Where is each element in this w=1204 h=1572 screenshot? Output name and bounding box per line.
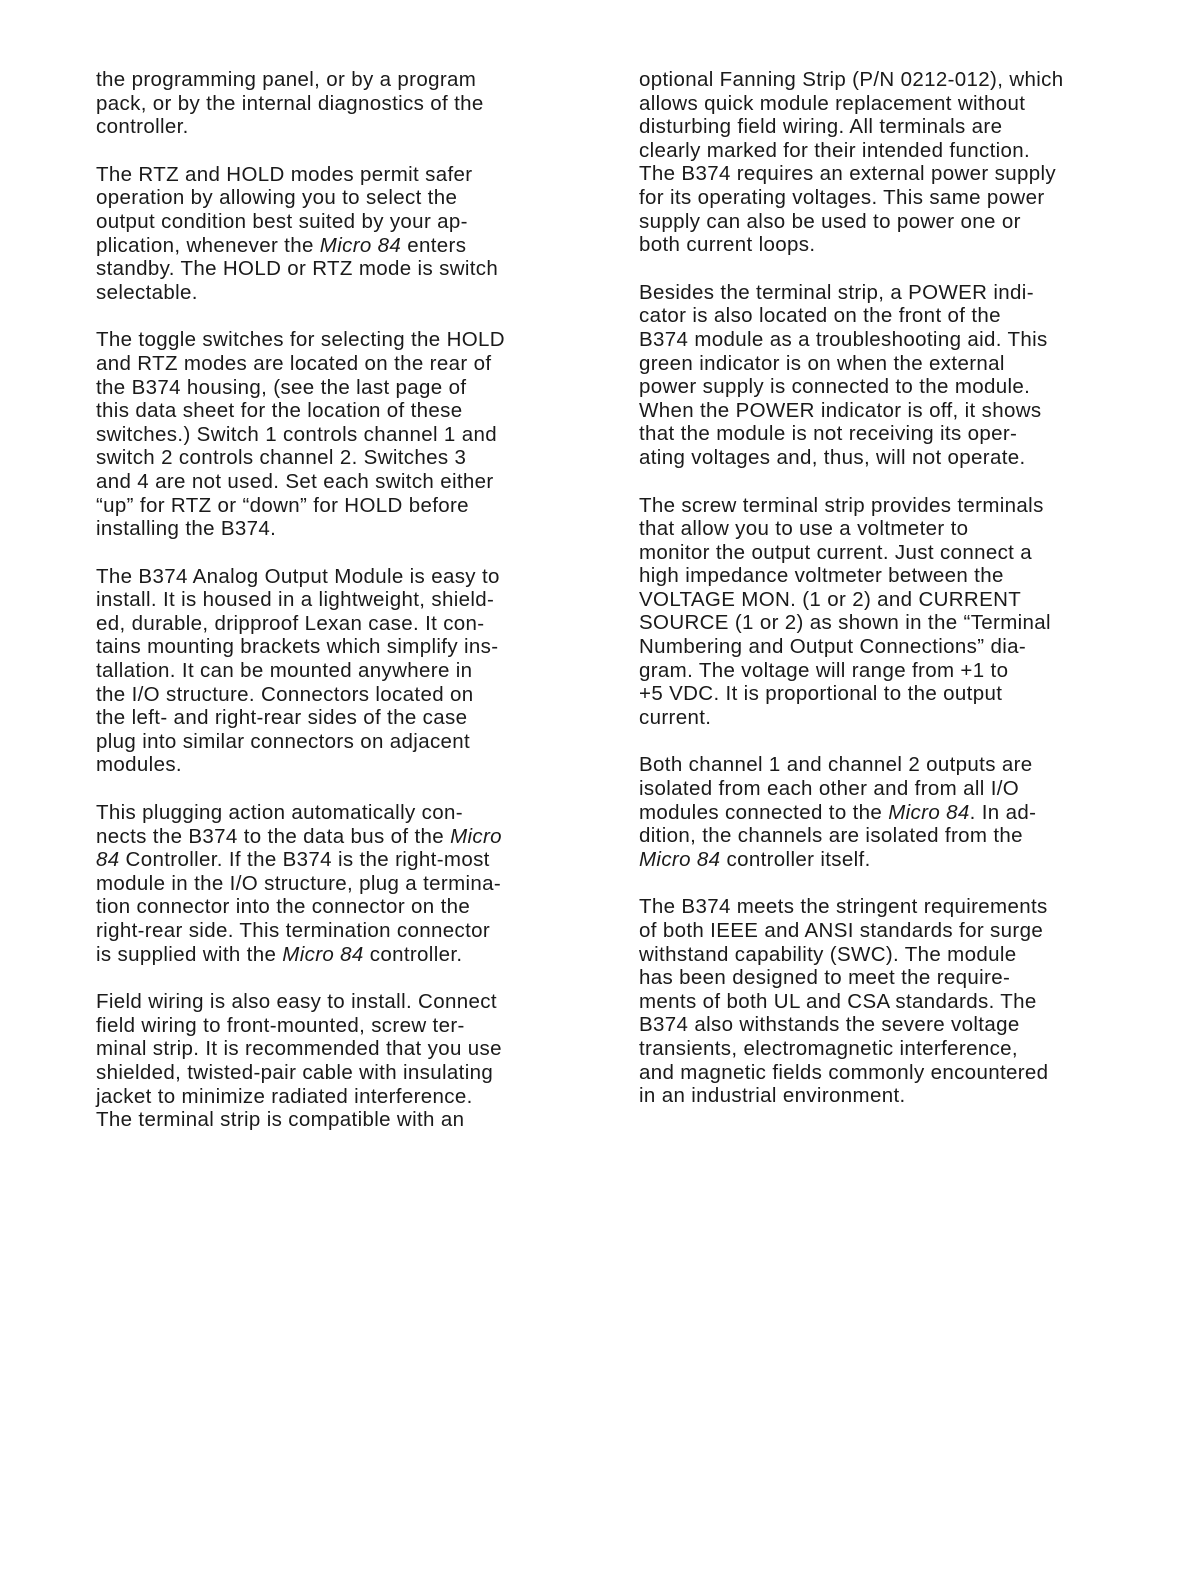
text-line (639, 422, 1129, 446)
text-line (96, 753, 586, 777)
text-run: When the POWER indicator is off, it shows (639, 398, 1042, 422)
text-line (96, 423, 586, 447)
text-run: that the module is not receiving its oper- (639, 422, 1018, 446)
text-run: module in the I/O structure, plug a termina- (96, 871, 502, 895)
text-line (639, 162, 1129, 186)
text-line (639, 801, 1129, 825)
text-line (96, 730, 586, 754)
text-run: The terminal strip is compatible with an (96, 1108, 465, 1132)
italic-product-name: 84 (96, 848, 120, 872)
text-run: shielded, twisted-pair cable with insulating (96, 1060, 494, 1084)
text-line (639, 682, 1129, 706)
italic-product-name: Micro 84 (888, 800, 970, 824)
text-run: tion connector into the connector on the (96, 895, 471, 919)
text-run: The screw terminal strip provides terminals (639, 493, 1044, 517)
text-run: enters (401, 233, 467, 257)
text-run: Besides the terminal strip, a POWER indi- (639, 280, 1034, 304)
text-run: the I/O structure. Connectors located on (96, 682, 474, 706)
text-run: tains mounting brackets which simplify ins- (96, 635, 499, 659)
text-line (96, 801, 586, 825)
text-run: cator is also located on the front of the (639, 304, 1001, 328)
text-line (639, 564, 1129, 588)
text-line (639, 966, 1129, 990)
text-line (96, 1037, 586, 1061)
text-run: Numbering and Output Connections” dia- (639, 635, 1027, 659)
paragraph (96, 68, 586, 139)
text-run: right-rear side. This termination connector (96, 919, 491, 942)
text-line (639, 990, 1129, 1014)
text-run: the programming panel, or by a program (96, 68, 477, 91)
text-run: disturbing field wiring. All terminals are (639, 115, 1003, 139)
text-line (96, 872, 586, 896)
text-run: installing the B374. (96, 517, 277, 541)
text-line (639, 446, 1129, 470)
text-line (639, 186, 1129, 210)
text-line (639, 943, 1129, 967)
text-line (96, 1014, 586, 1038)
italic-product-name: Micro (450, 824, 502, 848)
text-line (639, 1061, 1129, 1085)
text-run: VOLTAGE MON. (1 or 2) and CURRENT (639, 587, 1022, 611)
text-run: modules. (96, 753, 182, 777)
text-run: Field wiring is also easy to install. Connect (96, 990, 497, 1014)
text-line (96, 92, 586, 116)
italic-product-name: Micro 84 (282, 942, 364, 966)
text-run: The B374 meets the stringent requirements (639, 895, 1048, 919)
text-line (639, 1084, 1129, 1108)
text-line (639, 635, 1129, 659)
text-line (96, 446, 586, 470)
text-line (96, 376, 586, 400)
text-run: modules connected to the (639, 800, 889, 824)
text-run: field wiring to front-mounted, screw ter- (96, 1013, 465, 1037)
text-line (639, 541, 1129, 565)
text-line (639, 115, 1129, 139)
text-line (96, 115, 586, 139)
text-line (639, 611, 1129, 635)
text-run: and RTZ modes are located on the rear of (96, 351, 492, 375)
text-run: nects the B374 to the data bus of the (96, 824, 451, 848)
paragraph (96, 801, 586, 966)
text-run: supply can also be used to power one or (639, 209, 1021, 233)
text-run: controller itself. (720, 847, 871, 871)
text-line (96, 257, 586, 281)
text-line (639, 517, 1129, 541)
text-line (639, 352, 1129, 376)
text-line (96, 210, 586, 234)
text-run: SOURCE (1 or 2) as shown in the “Terminal (639, 611, 1051, 635)
text-run: both current loops. (639, 233, 816, 257)
text-line (96, 399, 586, 423)
left-text-column (96, 68, 586, 1156)
text-line (639, 588, 1129, 612)
text-line (96, 848, 586, 872)
text-run: this data sheet for the location of these (96, 399, 463, 423)
text-run: is supplied with the (96, 942, 283, 966)
text-line (96, 494, 586, 518)
text-line (639, 233, 1129, 257)
text-line (96, 565, 586, 589)
text-run: the left- and right-rear sides of the case (96, 706, 468, 730)
text-line (639, 919, 1129, 943)
text-line (96, 943, 586, 967)
text-run: green indicator is on when the external (639, 351, 1005, 375)
text-line (96, 659, 586, 683)
text-line (96, 895, 586, 919)
text-run: switches.) Switch 1 controls channel 1 and (96, 422, 497, 446)
text-run: This plugging action automatically con- (96, 801, 463, 825)
paragraph (96, 163, 586, 305)
text-run: plug into similar connectors on adjacent (96, 729, 471, 753)
text-line (639, 1037, 1129, 1061)
text-run: gram. The voltage will range from +1 to (639, 658, 1009, 682)
text-run: for its operating voltages. This same power (639, 185, 1045, 209)
text-run: Both channel 1 and channel 2 outputs are (639, 753, 1033, 777)
text-line (96, 825, 586, 849)
text-run: Controller. If the B374 is the right-most (119, 848, 490, 872)
paragraph (639, 68, 1129, 257)
text-run: optional Fanning Strip (P/N 0212-012), which (639, 68, 1064, 91)
text-run: tallation. It can be mounted anywhere in (96, 659, 473, 683)
text-run: the B374 housing, (see the last page of (96, 375, 467, 399)
text-line (96, 706, 586, 730)
text-run: controller. (363, 942, 463, 966)
text-run: output condition best suited by your ap- (96, 209, 468, 233)
text-run: pack, or by the internal diagnostics of the (96, 91, 484, 115)
text-run: The toggle switches for selecting the HOLD (96, 328, 505, 352)
text-run: The B374 Analog Output Module is easy to (96, 564, 500, 588)
text-line (96, 588, 586, 612)
text-line (639, 824, 1129, 848)
italic-product-name: Micro 84 (319, 233, 402, 257)
text-line (639, 375, 1129, 399)
text-line (96, 352, 586, 376)
text-line (96, 612, 586, 636)
text-run: minal strip. It is recommended that you use (96, 1037, 502, 1061)
text-line (96, 1085, 586, 1109)
text-line (96, 683, 586, 707)
paragraph (639, 753, 1129, 871)
text-run: The B374 requires an external power supply (639, 162, 1056, 186)
paragraph (639, 895, 1129, 1107)
text-run: high impedance voltmeter between the (639, 564, 1004, 588)
text-line (96, 163, 586, 187)
text-line (96, 234, 586, 258)
text-line (96, 990, 586, 1014)
text-run: switch 2 controls channel 2. Switches 3 (96, 446, 467, 470)
paragraph (96, 565, 586, 777)
text-run: in an industrial environment. (639, 1084, 906, 1108)
paragraph (96, 328, 586, 540)
text-run: plication, whenever the (96, 233, 320, 257)
text-run: . In ad- (969, 800, 1037, 824)
text-run: B374 also withstands the severe voltage (639, 1013, 1020, 1037)
paragraph (639, 494, 1129, 730)
text-line (96, 470, 586, 494)
text-run: “up” for RTZ or “down” for HOLD before (96, 493, 469, 517)
text-run: +5 VDC. It is proportional to the output (639, 682, 1003, 706)
text-line (639, 68, 1129, 92)
right-text-column (639, 68, 1129, 1132)
text-run: of both IEEE and ANSI standards for surge (639, 919, 1044, 942)
text-run: isolated from each other and from all I/O (639, 777, 1020, 801)
text-line (96, 328, 586, 352)
text-run: jacket to minimize radiated interference. (96, 1084, 473, 1108)
text-run: that allow you to use a voltmeter to (639, 517, 969, 541)
text-line (639, 139, 1129, 163)
text-run: allows quick module replacement without (639, 91, 1026, 115)
text-line (639, 328, 1129, 352)
text-run: current. (639, 705, 712, 729)
text-line (96, 186, 586, 210)
text-line (639, 895, 1129, 919)
text-run: selectable. (96, 280, 198, 304)
text-line (639, 281, 1129, 305)
text-run: ments of both UL and CSA standards. The (639, 989, 1037, 1013)
text-run: install. It is housed in a lightweight, shield- (96, 588, 495, 612)
text-run: clearly marked for their intended function. (639, 138, 1031, 162)
text-line (96, 68, 586, 92)
text-line (639, 753, 1129, 777)
text-line (96, 1108, 586, 1132)
text-line (639, 399, 1129, 423)
text-line (639, 777, 1129, 801)
text-run: The RTZ and HOLD modes permit safer (96, 162, 473, 186)
text-run: and 4 are not used. Set each switch either (96, 469, 494, 493)
text-line (639, 1013, 1129, 1037)
text-run: dition, the channels are isolated from the (639, 824, 1023, 848)
paragraph (639, 281, 1129, 470)
text-line (639, 92, 1129, 116)
text-line (639, 848, 1129, 872)
text-run: operation by allowing you to select the (96, 186, 458, 210)
italic-product-name: Micro 84 (639, 847, 721, 871)
text-run: monitor the output current. Just connect a (639, 540, 1033, 564)
text-line (96, 635, 586, 659)
text-run: controller. (96, 115, 189, 139)
text-line (639, 706, 1129, 730)
text-line (639, 659, 1129, 683)
text-line (639, 210, 1129, 234)
text-run: and magnetic fields commonly encountered (639, 1060, 1049, 1084)
paragraph (96, 990, 586, 1132)
text-run: standby. The HOLD or RTZ mode is switch (96, 257, 499, 281)
text-run: withstand capability (SWC). The module (639, 942, 1017, 966)
text-run: power supply is connected to the module. (639, 375, 1031, 399)
text-run: transients, electromagnetic interference, (639, 1036, 1018, 1060)
text-line (96, 517, 586, 541)
text-run: has been designed to meet the require- (639, 966, 1011, 990)
text-line (639, 494, 1129, 518)
text-line (96, 1061, 586, 1085)
text-run: ed, durable, dripproof Lexan case. It con- (96, 611, 485, 635)
text-run: B374 module as a troubleshooting aid. This (639, 327, 1048, 351)
text-run: ating voltages and, thus, will not operate. (639, 445, 1026, 469)
text-line (96, 281, 586, 305)
text-line (96, 919, 586, 943)
text-line (639, 304, 1129, 328)
